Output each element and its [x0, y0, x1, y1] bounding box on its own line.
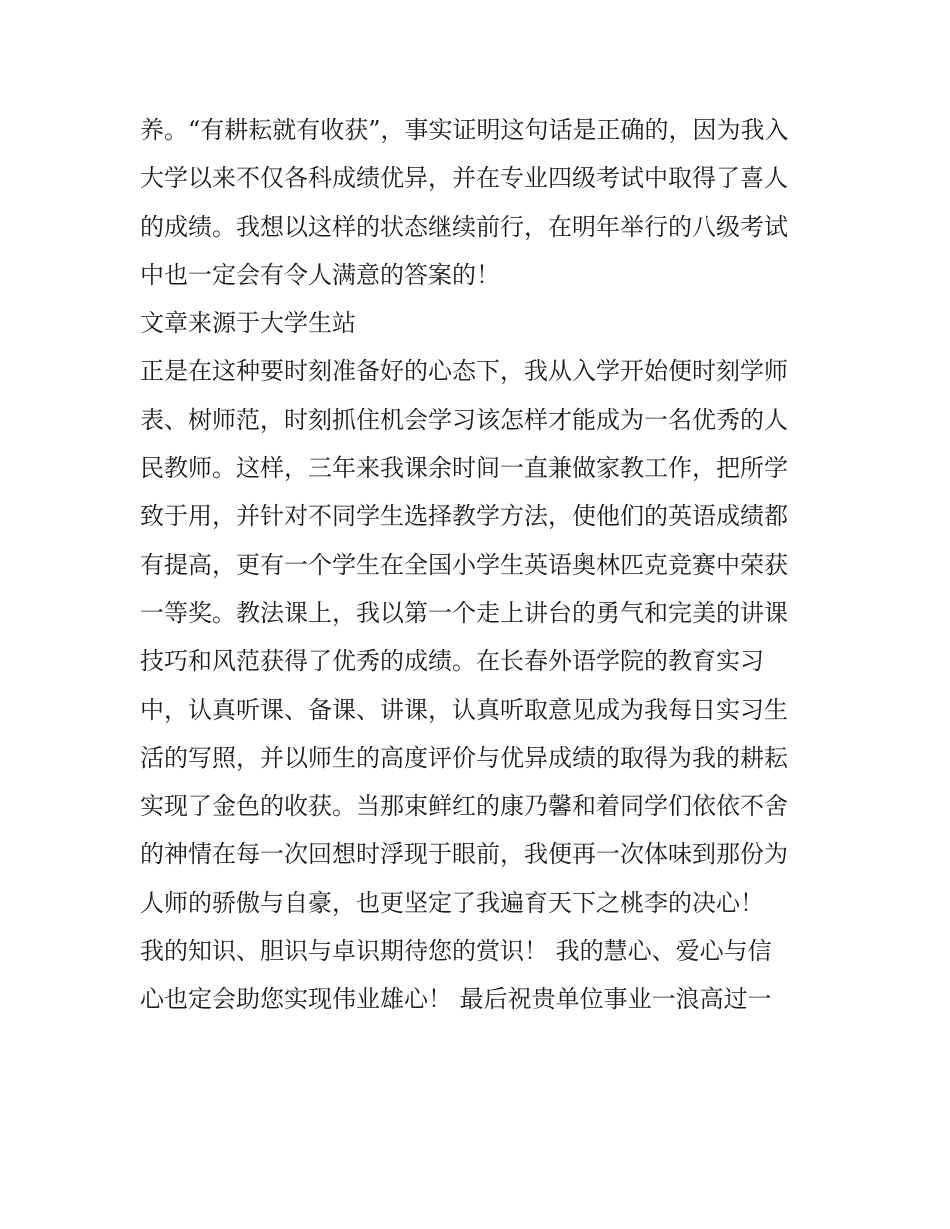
document-body [140, 106, 820, 1024]
text-line: 的神情在每一次回想时浮现于眼前，我便再一次体味到那份为 [140, 840, 788, 869]
text-line: 中也一定会有令人满意的答案的！ [140, 260, 500, 289]
text-line: 养。“有耕耘就有收获”，事实证明这句话是正确的，因为我入 [140, 116, 789, 144]
text-line: 民教师。这样，三年来我课余时间一直兼做家教工作，把所学 [140, 454, 788, 483]
text-line: 活的写照，并以师生的高度评价与优异成绩的取得为我的耕耘 [140, 743, 788, 772]
text-line: 正是在这种要时刻准备好的心态下，我从入学开始便时刻学师 [140, 357, 788, 386]
source-line: 文章来源于大学生站 [140, 309, 356, 338]
text-line: 大学以来不仅各科成绩优异，并在专业四级考试中取得了喜人 [140, 164, 788, 193]
text-line: 人师的骄傲与自豪，也更坚定了我遍育天下之桃李的决心！ [140, 888, 764, 917]
text-line: 的成绩。我想以这样的状态继续前行，在明年举行的八级考试 [140, 212, 788, 241]
text-line: 心也定会助您实现伟业雄心！ 最后祝贵单位事业一浪高过一 [140, 985, 772, 1014]
text-line: 我的知识、胆识与卓识期待您的赏识！ 我的慧心、爱心与信 [140, 937, 772, 966]
text-line: 致于用，并针对不同学生选择教学方法，使他们的英语成绩都 [140, 502, 788, 531]
text-line: 有提高，更有一个学生在全国小学生英语奥林匹克竞赛中荣获 [140, 550, 788, 579]
text-line: 表、树师范，时刻抓住机会学习该怎样才能成为一名优秀的人 [140, 405, 788, 434]
text-line: 一等奖。教法课上，我以第一个走上讲台的勇气和完美的讲课 [140, 598, 788, 627]
text-line: 实现了金色的收获。当那束鲜红的康乃馨和着同学们依依不舍 [140, 792, 788, 821]
text-line: 中，认真听课、备课、讲课，认真听取意见成为我每日实习生 [140, 695, 788, 724]
text-line: 技巧和风范获得了优秀的成绩。在长春外语学院的教育实习 [140, 647, 764, 676]
